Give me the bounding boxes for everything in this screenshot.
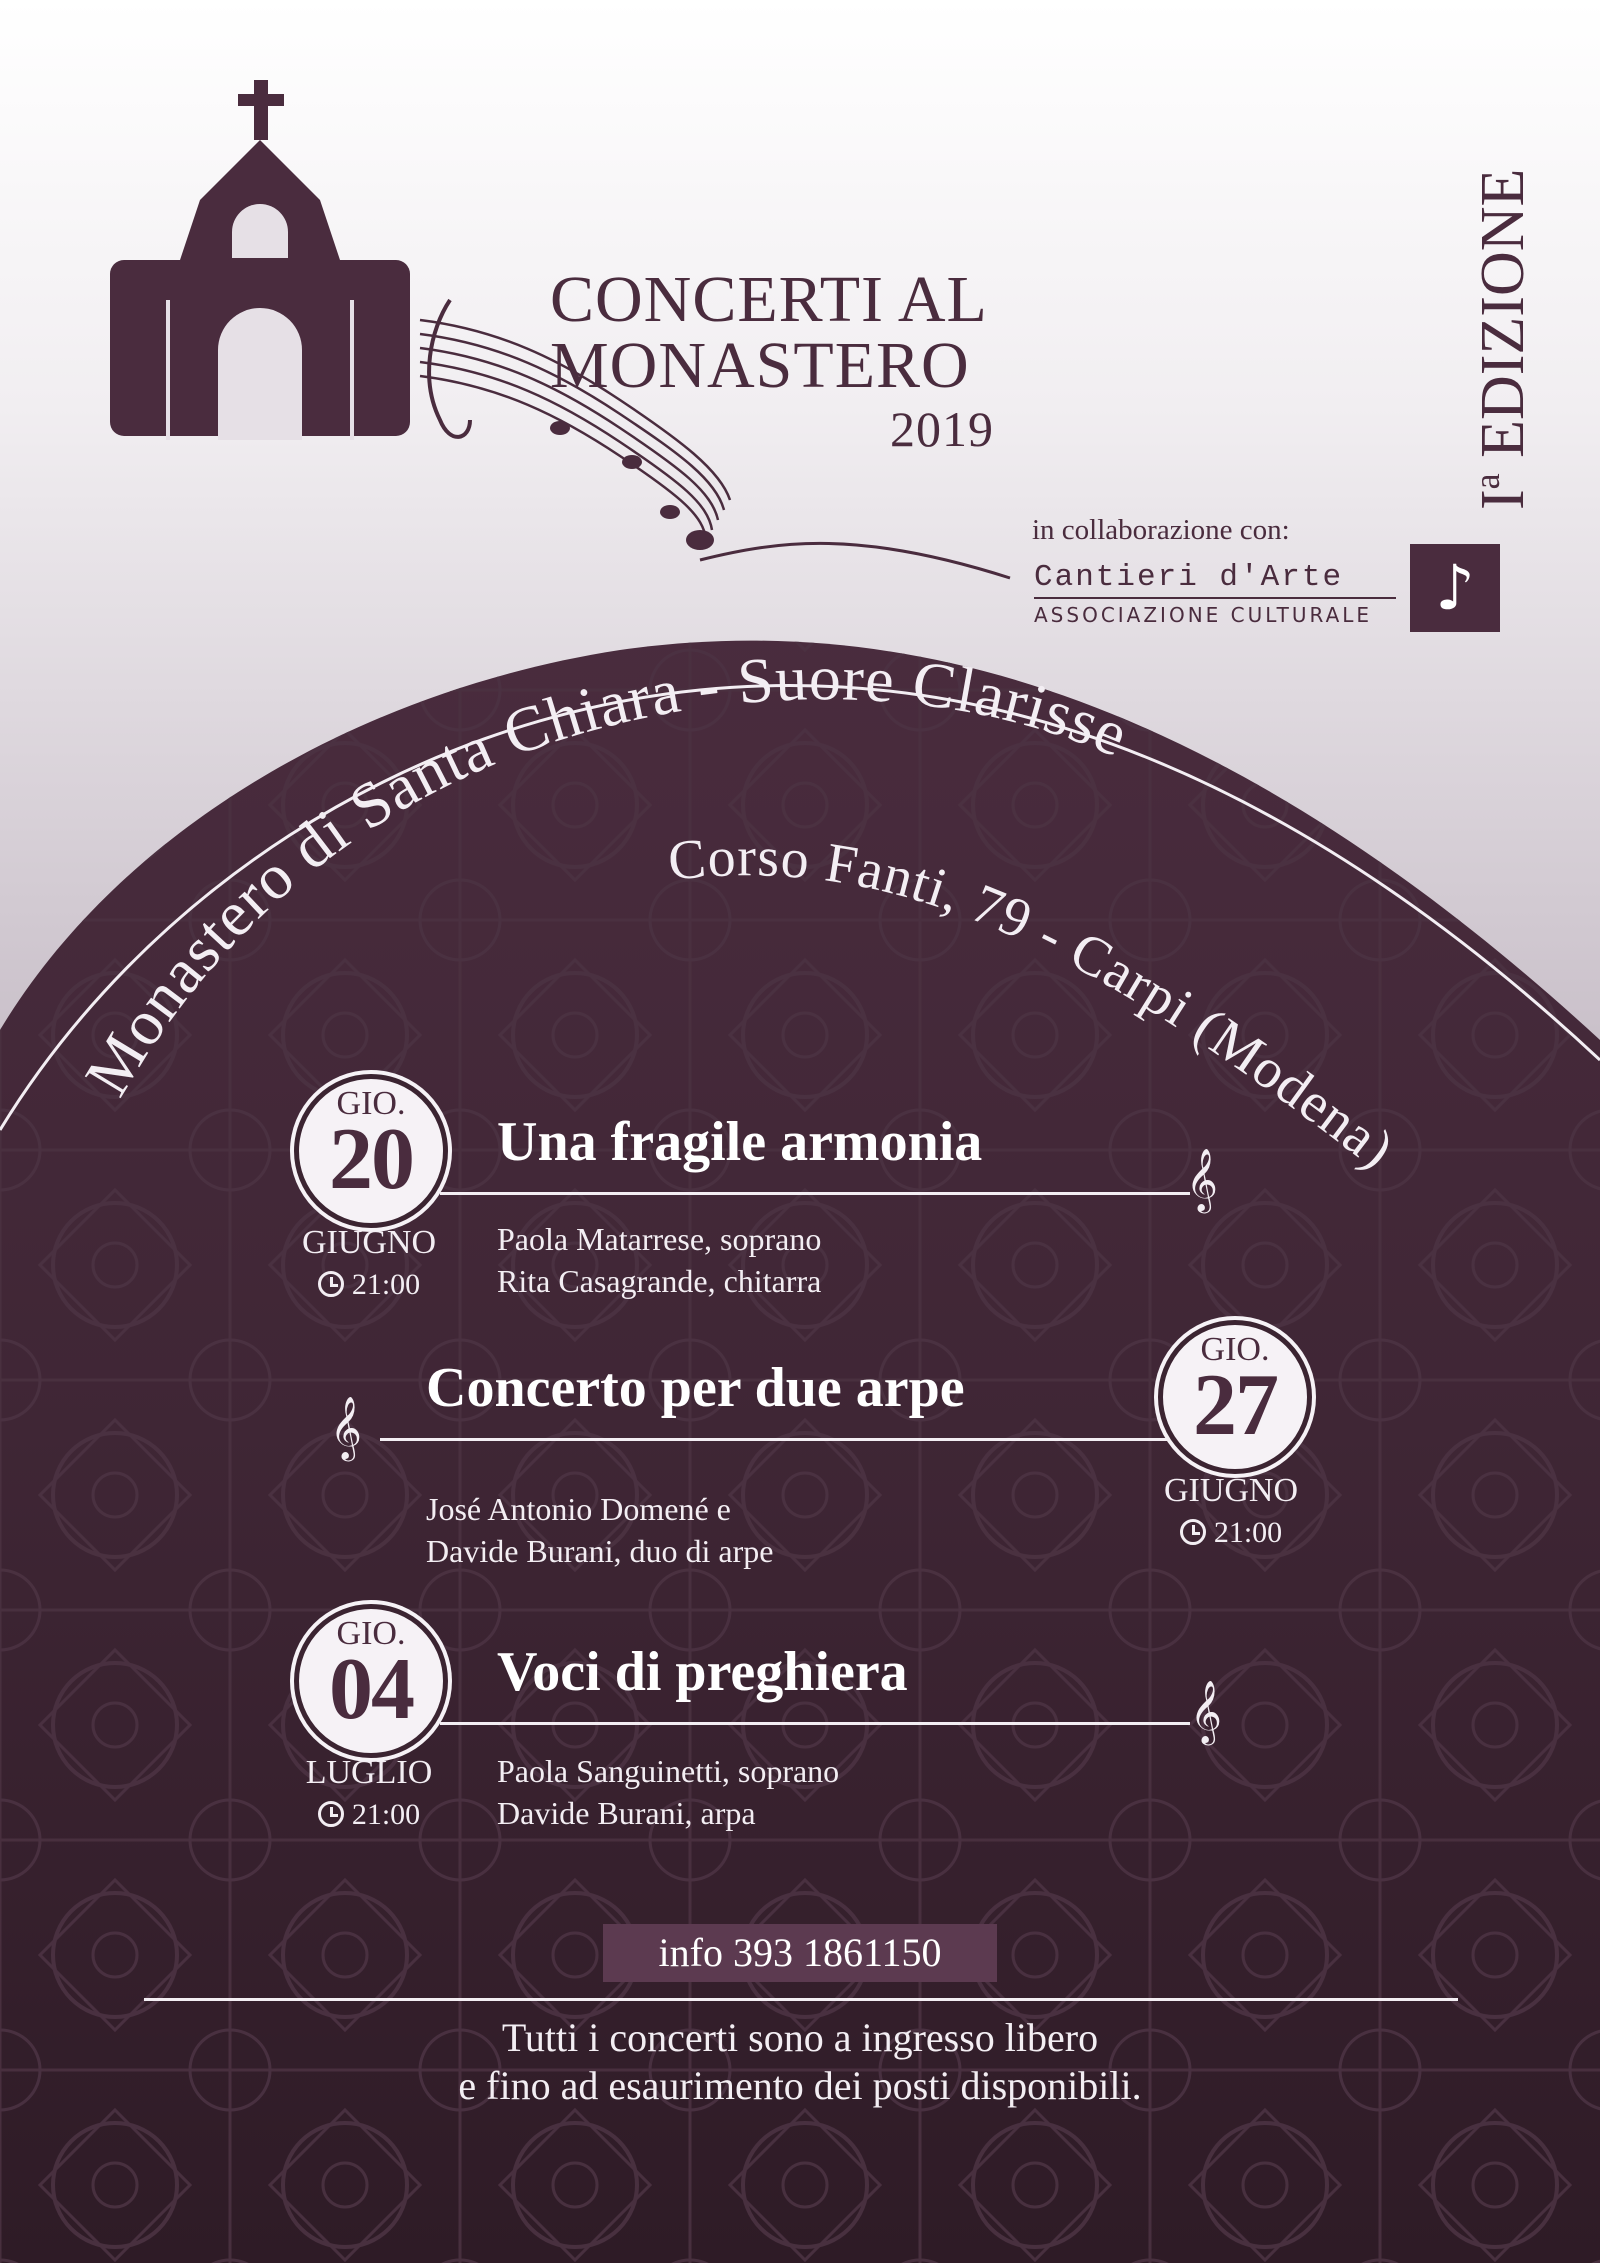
music-notes-icon xyxy=(550,421,714,550)
event-3-month: LUGLIO xyxy=(305,1754,433,1791)
event-2-time-value: 21:00 xyxy=(1213,1516,1283,1549)
title-line-2: MONASTERO xyxy=(550,329,970,402)
event-1-performer-1: Paola Matarrese, soprano xyxy=(497,1221,822,1257)
event-1-month: GIUGNO xyxy=(301,1224,437,1261)
event-2-title: Concerto per due arpe xyxy=(426,1357,965,1419)
footer-divider xyxy=(144,1998,1458,2001)
event-2-month: GIUGNO xyxy=(1163,1472,1299,1509)
event-1-time xyxy=(284,1268,454,1302)
edition-number: I xyxy=(1469,489,1537,510)
event-3-title: Voci di preghiera xyxy=(497,1641,908,1703)
event-2-performer-1: José Antonio Domené e xyxy=(426,1491,731,1527)
event-2-rule xyxy=(380,1438,1170,1441)
event-2-day: 27 xyxy=(1193,1357,1277,1454)
event-3-rule xyxy=(440,1722,1190,1725)
venue-name: Monastero di Santa Chiara - Suore Clarisse xyxy=(70,642,1139,1107)
footer-line-2: e fino ad esaurimento dei posti disponibili. xyxy=(458,2063,1142,2108)
event-3-date-badge xyxy=(294,1604,448,1758)
partner-name: Cantieri d'Arte xyxy=(1034,560,1344,595)
info-phone: info 393 1861150 xyxy=(603,1924,997,1982)
music-note-icon: ♪ xyxy=(1410,544,1500,632)
footer-line-1: Tutti i concerti sono a ingresso libero xyxy=(501,2015,1099,2060)
event-1-date-badge xyxy=(294,1074,448,1228)
event-3-performer-2: Davide Burani, arpa xyxy=(497,1795,756,1831)
event-1-time-value: 21:00 xyxy=(351,1268,421,1301)
collab-label: in collaborazione con: xyxy=(1032,514,1290,546)
clock-icon xyxy=(318,1801,344,1827)
treble-clef-icon: 𝄞 xyxy=(1186,1148,1218,1211)
event-2-date-badge xyxy=(1158,1320,1312,1474)
event-1-day: 20 xyxy=(329,1111,413,1208)
event-3-weekday: GIO. xyxy=(336,1615,406,1652)
church-icon xyxy=(110,80,410,440)
treble-clef-icon: 𝄞 xyxy=(330,1396,362,1459)
edition-sup: a xyxy=(1467,473,1507,490)
event-1-title: Una fragile armonia xyxy=(497,1111,983,1173)
clock-icon xyxy=(318,1271,344,1297)
event-2-time xyxy=(1146,1516,1316,1550)
title-line-1: CONCERTI AL xyxy=(550,263,988,336)
event-3-time-value: 21:00 xyxy=(351,1798,421,1831)
event-3-day: 04 xyxy=(329,1641,413,1738)
event-1-rule xyxy=(440,1192,1190,1195)
clock-icon xyxy=(1180,1519,1206,1545)
event-3-time xyxy=(284,1798,454,1832)
partner-divider xyxy=(1034,597,1396,599)
event-2-weekday: GIO. xyxy=(1200,1331,1270,1368)
edition-label xyxy=(1466,169,1539,510)
venue-address: Corso Fanti, 79 - Carpi (Modena) xyxy=(665,826,1406,1182)
treble-clef-icon: 𝄞 xyxy=(1190,1680,1222,1743)
partner-subtitle: ASSOCIAZIONE CULTURALE xyxy=(1034,603,1373,627)
event-2-performer-2: Davide Burani, duo di arpe xyxy=(426,1533,774,1569)
event-1-weekday: GIO. xyxy=(336,1085,406,1122)
title-year: 2019 xyxy=(890,401,994,457)
event-3-performer-1: Paola Sanguinetti, soprano xyxy=(497,1753,840,1789)
event-1-performer-2: Rita Casagrande, chitarra xyxy=(497,1263,822,1299)
edition-word: EDIZIONE xyxy=(1469,168,1537,458)
